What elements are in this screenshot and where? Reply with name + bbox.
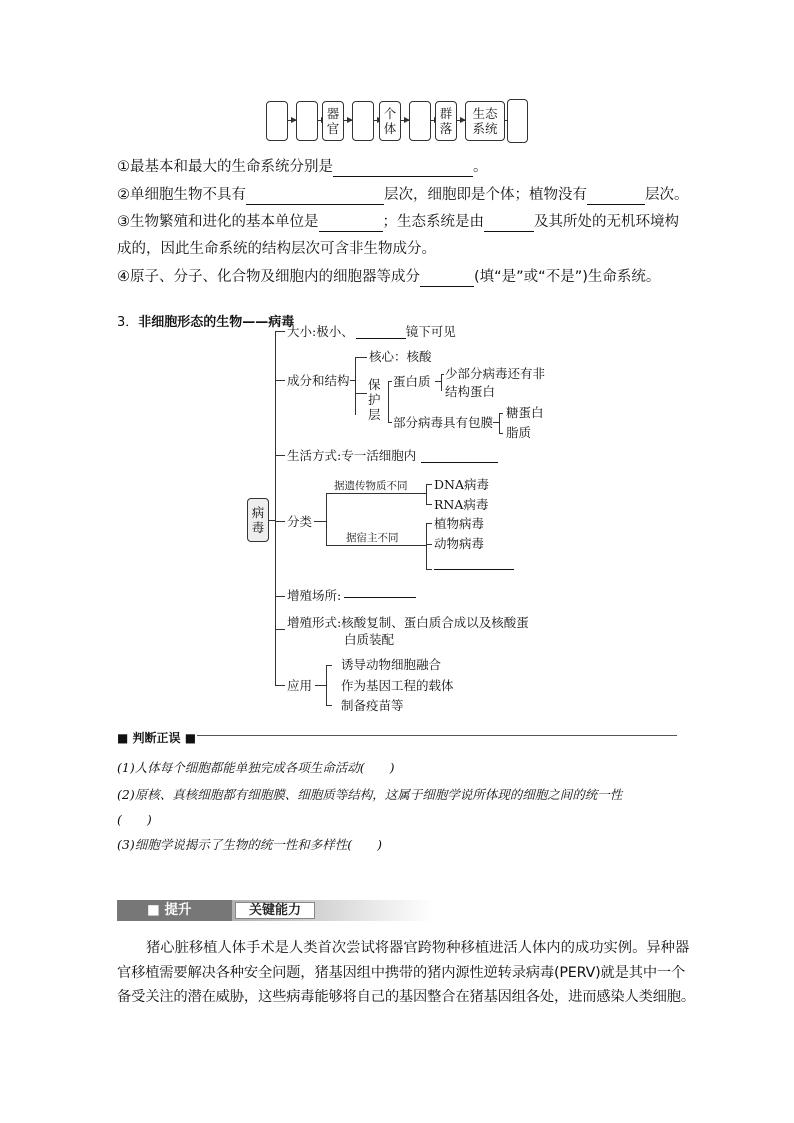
- connector: [275, 521, 285, 522]
- body-paragraph: [117, 936, 695, 1010]
- chain-box-organ: 器官: [322, 101, 344, 141]
- by-material-label: 据遗传物质不同: [334, 480, 408, 492]
- section-title: 3．非细胞形态的生物——病毒: [117, 315, 295, 330]
- tree-root: 病毒: [247, 498, 269, 542]
- app-item: 制备疫苗等: [341, 698, 404, 713]
- banner-title: ■ 提升: [117, 900, 232, 921]
- connector: [326, 705, 332, 706]
- answer-blank[interactable]: [484, 215, 534, 232]
- connector: [326, 665, 332, 666]
- connector: [315, 685, 326, 686]
- answer-blank[interactable]: [356, 338, 406, 339]
- protect-label: 保护层: [368, 377, 381, 422]
- chain-box-2: [296, 101, 318, 141]
- judge-item: (1)人体每个细胞都能单独完成各项生命活动( ): [117, 760, 395, 775]
- chain-box-community: 群落: [435, 101, 457, 141]
- connector: [275, 455, 285, 456]
- chain-box-ecosystem: 生态系统: [465, 101, 505, 141]
- animal-label: 动物病毒: [434, 536, 485, 551]
- chain-arrow: [288, 120, 296, 121]
- app-item: 作为基因工程的载体: [341, 678, 454, 693]
- lipid-label: 脂质: [506, 425, 532, 440]
- connector: [314, 521, 326, 522]
- classify-label: 分类: [287, 514, 313, 529]
- chain-arrow: [401, 120, 409, 121]
- judge-item: ( ): [117, 812, 152, 827]
- apply-label: 应用: [287, 678, 313, 693]
- answer-blank[interactable]: [344, 597, 416, 598]
- answer-blank[interactable]: [333, 160, 473, 177]
- paragraph-line: 官移植需要解决各种安全问题，猪基因组中携带的猪内源性逆转录病毒(PERV)就是其中一个: [117, 964, 686, 981]
- answer-blank[interactable]: [246, 188, 384, 205]
- site-label: 增殖场所:: [287, 588, 342, 603]
- question-4: ④原子、分子、化合物及细胞内的细胞器等成分 (填“是”或“不是”)生命系统。: [117, 269, 661, 285]
- plant-label: 植物病毒: [434, 516, 485, 531]
- connector: [275, 629, 285, 630]
- connector: [275, 685, 285, 686]
- connector: [388, 381, 389, 422]
- connector: [326, 493, 327, 545]
- form-label: 增殖形式:核酸复制、蛋白质合成以及核酸蛋: [287, 615, 529, 630]
- life-label: 生活方式:专一活细胞内: [287, 448, 417, 463]
- chain-arrow: [457, 120, 465, 121]
- protein-note: 少部分病毒还有非: [445, 366, 546, 381]
- question-3: ③生物繁殖和进化的基本单位是 ；生态系统是由 及其所处的无机环境构: [117, 214, 679, 230]
- connector: [388, 422, 392, 423]
- main-trunk: [275, 331, 276, 685]
- chain-box-9: [507, 99, 528, 143]
- core-label: 核心：核酸: [369, 349, 432, 364]
- connector: [499, 413, 500, 433]
- envelope-label: 部分病毒具有包膜: [393, 415, 494, 430]
- paragraph-line: 猪心脏移植人体手术是人类首次尝试将器官跨物种移植进活人体内的成功实例。异种器: [146, 940, 690, 956]
- connector: [426, 484, 427, 504]
- form-label-cont: 白质装配: [344, 632, 395, 647]
- answer-blank[interactable]: [319, 215, 383, 232]
- connector: [441, 374, 442, 391]
- rna-label: RNA病毒: [434, 497, 489, 512]
- protein-note: 结构蛋白: [445, 384, 496, 399]
- section-banner: [117, 900, 435, 921]
- glyco-label: 糖蛋白: [506, 405, 544, 420]
- connector: [355, 357, 367, 358]
- app-item: 诱导动物细胞融合: [341, 657, 442, 672]
- chain-box-1: [266, 101, 288, 141]
- size-label: 大小:极小、 镜下可见: [287, 324, 456, 339]
- connector: [499, 413, 503, 414]
- connector: [441, 374, 444, 375]
- chain-arrow: [344, 120, 352, 121]
- answer-blank[interactable]: [420, 270, 474, 287]
- judge-item: (2)原核、真核细胞都有细胞膜、细胞质等结构，这属于细胞学说所体现的细胞之间的统一性: [117, 787, 623, 802]
- answer-blank[interactable]: [421, 462, 498, 463]
- question-1: ①最基本和最大的生命系统分别是 。: [117, 159, 488, 175]
- connector: [388, 381, 392, 382]
- by-host-label: 据宿主不同: [346, 532, 399, 544]
- connector: [355, 393, 367, 394]
- protein-label: 蛋白质: [393, 374, 431, 389]
- judge-item: (3)细胞学说揭示了生物的统一性和多样性( ): [117, 837, 382, 852]
- connector: [275, 596, 285, 597]
- connector: [426, 569, 432, 570]
- composition-label: 成分和结构: [287, 373, 350, 388]
- connector: [326, 665, 327, 705]
- divider: [197, 735, 677, 736]
- dna-label: DNA病毒: [434, 477, 489, 492]
- answer-blank[interactable]: [434, 569, 514, 570]
- paragraph-line: 备受关注的潜在威胁，这些病毒能够将自己的基因整合在猪基因组各处，进而感染人类细胞。: [117, 989, 695, 1005]
- connector: [426, 523, 432, 524]
- connector: [355, 357, 356, 415]
- answer-blank[interactable]: [587, 188, 645, 205]
- connector: [426, 544, 432, 545]
- banner-subtitle: 关键能力: [235, 902, 315, 919]
- judge-header: ■ 判断正误 ■: [117, 727, 677, 743]
- connector: [426, 523, 427, 569]
- chain-box-6: [409, 101, 431, 141]
- chain-box-4: [352, 101, 374, 141]
- connector: [426, 504, 432, 505]
- question-2: ②单细胞生物不具有 层次，细胞即是个体；植物没有 层次。: [117, 187, 689, 203]
- connector: [499, 433, 503, 434]
- connector: [275, 380, 285, 381]
- connector: [275, 331, 285, 332]
- connector: [426, 484, 432, 485]
- question-3-cont: 成的，因此生命系统的结构层次可含非生物成分。: [117, 241, 436, 257]
- chain-box-individual: 个体: [379, 101, 401, 141]
